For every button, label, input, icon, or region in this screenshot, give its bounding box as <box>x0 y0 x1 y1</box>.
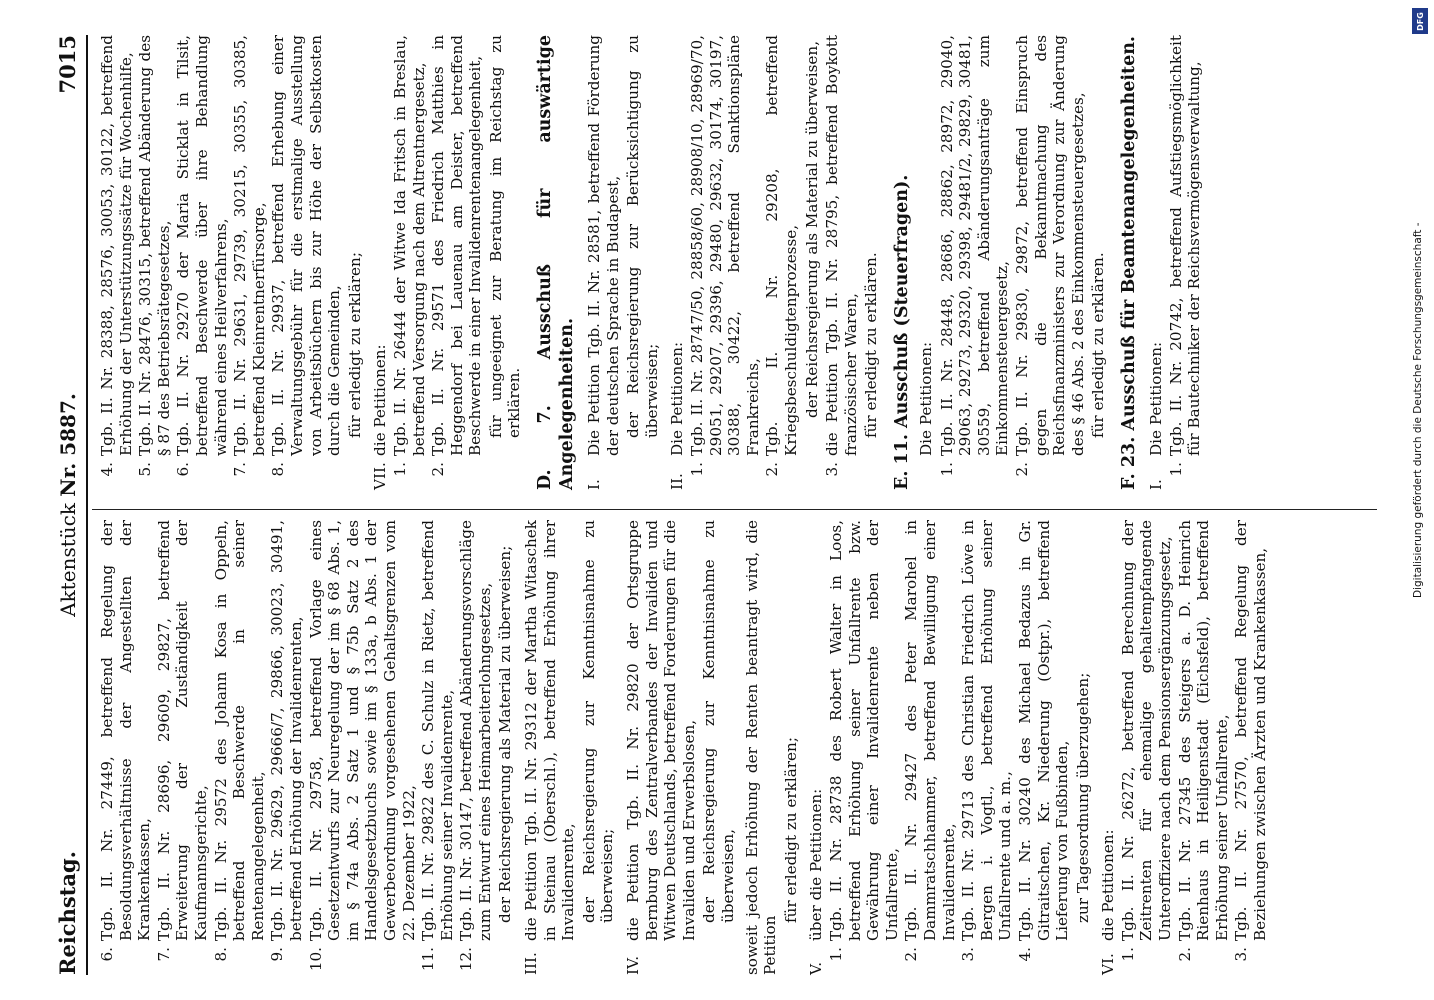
section-item <box>624 520 698 975</box>
item-number: III. <box>522 952 541 975</box>
item-text: Die Petition Tgb. II. Nr. 28581, betreffend Förderung der deutschen Sprache in Budapest, <box>585 35 622 456</box>
item-text: Tgb. II. Nr. 30240 des Michael Bedazus in Gr. Gitraitschen, Kr. Niederung (Ostpr.), betreffend Lieferung von Fußbinden, <box>1015 520 1072 941</box>
item-number: II. <box>668 473 687 490</box>
item-number: IV. <box>624 955 643 975</box>
item-number: 3. <box>959 947 978 962</box>
item-text: Tgb. II. Nr. 28747/50, 28858/60, 28908/10, 28969/70, 29051, 29207, 29396, 29480, 29632, 30174, 30197, 30388, 30422, betreffend Sanktionspläne Frankreichs, <box>688 35 762 456</box>
petition-item <box>231 35 268 490</box>
section-heading: F. 23. Ausschuß für Beamtenangelegenheiten. <box>1118 35 1139 490</box>
petition-item <box>763 35 800 490</box>
petition-item <box>155 520 211 975</box>
petition-item <box>268 520 305 975</box>
petition-item <box>688 35 762 490</box>
item-number: 6. <box>98 947 116 962</box>
header-center-number: Nr. 5887. <box>56 393 80 497</box>
item-number: 7. <box>154 947 173 962</box>
petition-item <box>269 35 343 490</box>
item-text: Tgb. II. Nr. 27449, betreffend Regelung der Besoldungsverhältnisse der Angestellten der Krankenkassen, <box>98 520 154 941</box>
petition-item <box>419 520 456 975</box>
item-number: 4. <box>1015 947 1034 962</box>
item-text: die Petition Tgb. II. Nr. 28795, betreffend Boykott französischer Waren, <box>823 35 860 456</box>
petition-item <box>457 520 494 975</box>
petition-item <box>98 35 135 490</box>
petition-item <box>174 35 230 490</box>
header-left: Reichstag. <box>55 851 80 975</box>
item-text: die Petitionen: <box>1099 829 1118 941</box>
item-number: 1. <box>688 462 707 477</box>
petition-item <box>307 520 419 975</box>
item-text: Tgb. II. Nr. 26444 der Witwe Ida Fritsch in Breslau, betreffend Versorgung nach dem Altrentnergesetz, <box>390 35 428 456</box>
item-number: 11. <box>419 947 438 972</box>
item-number: 8. <box>269 462 288 477</box>
item-text: Tgb. II. Nr. 28738 des Robert Walter in Loos, betreffend Erhöhung seiner Unfallrente bzw. Gewährung einer Invalidenrente neben der Unfallrente, <box>826 520 901 941</box>
item-number: 1. <box>826 947 845 962</box>
item-number: 10. <box>306 947 325 972</box>
petition-item <box>212 520 268 975</box>
item-text: Tgb. II. Nr. 29270 der Maria Sticklat in Tilsit, betreffend Beschwerde über ihre Behandlung während eines Heilverfahrens, <box>174 35 230 456</box>
resolution-text: der Reichsregierung zur Berücksichtigung zu überweisen; <box>624 35 661 438</box>
header-center <box>56 35 80 975</box>
item-number: VI. <box>1099 953 1118 975</box>
item-text: Tgb. II. Nr. 29822 des C. Schulz in Rietz, betreffend Erhöhung seiner Invalidenrente, <box>419 520 456 941</box>
item-text: Tgb. II. Nr. 29758, betreffend Vorlage eines Gesetzentwurfs zur Neuregelung der im § 68 Abs. 1, im § 74a Abs. 2 Satz 1 und § 75b Satz 2 des Handelsgesetzbuchs sowie im § 133a, b Abs. 1 der Gewerbeordnung vorgesehenen Gehaltsgrenzen vom 22. Dezember 1922, <box>306 520 418 941</box>
petition-item <box>902 520 958 975</box>
item-number: 4. <box>98 462 116 477</box>
section-heading: E. 11. Ausschuß (Steuerfragen). <box>891 174 912 490</box>
item-text: Tgb. II. Nr. 30147, betreffend Abänderungsvorschläge zum Entwurf eines Heimarbeiterlohngesetzes, <box>457 520 494 941</box>
petition-item <box>1013 35 1087 490</box>
item-number: I. <box>1146 479 1165 490</box>
item-text: Tgb. II. Nr. 20742, betreffend Aufstiegsmöglichkeit für Bautechniker der Reichsvermögensverwaltung, <box>1166 35 1204 456</box>
item-number: 9. <box>268 947 287 962</box>
petition-item <box>1016 520 1072 975</box>
resolution-text: für erledigt zu erklären. <box>1089 252 1108 438</box>
petition-item <box>827 520 901 975</box>
item-text: Tgb. II. Nr. 29937, betreffend Erhebung einer Verwaltungsgebühr für die erstmalige Ausstellung von Arbeitsbüchern bis zur Höhe der Selbstkosten durch die Gemeinden, <box>269 35 344 456</box>
resolution-text: soweit jedoch Erhöhung der Renten beantragt wird, die Petition <box>742 520 780 975</box>
item-text: Tgb. II. Nr. 26272, betreffend Berechnung der Zeitrenten für ehemalige gehaltempfangende Unteroffiziere nach dem Pensionsergänzungsgesetz, <box>1118 520 1175 941</box>
resolution-text: der Reichsregierung als Material zu überweisen; <box>496 545 515 923</box>
resolution-text: für erledigt zu erklären; <box>345 252 364 438</box>
item-text: Tgb. II. Nr. 29571 des Friedrich Matthies in Heggendorf bei Lauenau am Deister, betreffend Beschwerde in einer Invalidenrentenangelegenheit, <box>429 35 485 456</box>
resolution-text: der Reichsregierung zur Kenntnisnahme zu überweisen; <box>579 520 617 923</box>
item-text: Tgb. II. Nr. 29208, betreffend Kriegsbeschuldigtenprozesse, <box>763 35 800 456</box>
resolution-text: zur Tagesordnung überzugehen; <box>1073 672 1092 923</box>
section-item <box>371 35 390 490</box>
petition-item <box>823 35 860 490</box>
item-text: Tgb. II. Nr. 28696, 29609, 29827, betreffend Erweiterung der Zuständigkeit der Kaufmannsgerichte, <box>154 520 210 941</box>
item-number: 7. <box>231 462 250 477</box>
item-text: Tgb. II. Nr. 28448, 28686, 28862, 28972, 29040, 29063, 29273, 29320, 29398, 29481/2, 29829, 30481, 30559, betreffend Abänderungsanträge zum Einkommensteuergesetz, <box>937 35 1012 456</box>
column-divider <box>92 509 1377 510</box>
section-item <box>522 520 578 975</box>
resolution-text: für erledigt zu erklären; <box>781 737 800 923</box>
section-item <box>1099 520 1118 975</box>
section-item <box>585 35 622 490</box>
item-text: die Petition Tgb. II. Nr. 29820 der Ortsgruppe Bernburg des Zentralverbandes der Invaliden und Witwen Deutschlands, betreffend Forderungen für die Invaliden und Erwerbslosen, <box>624 520 698 941</box>
item-number: VII. <box>371 462 390 490</box>
right-column <box>98 35 1205 490</box>
digitization-credit: Digitalisierung gefördert durch die Deutsche Forschungsgemeinschaft - <box>1412 222 1424 598</box>
section-item <box>807 520 826 975</box>
petition-item <box>1232 520 1269 975</box>
item-number: 3. <box>823 462 842 477</box>
page-number: 7015 <box>55 35 80 94</box>
item-text: Die Petitionen: <box>668 341 687 456</box>
item-text: Tgb. II. Nr. 29629, 29666/7, 29866, 30023, 30491, betreffend Erhöhung der Invalidenrenten, <box>268 520 305 941</box>
resolution-text: Die Petitionen: <box>916 341 935 456</box>
section-item <box>1147 35 1166 490</box>
item-text: Die Petitionen: <box>1146 341 1165 456</box>
header-center-prefix: Aktenstück <box>56 503 80 617</box>
petition-item <box>959 520 1015 975</box>
item-text: Tgb. II. Nr. 27570, betreffend Regelung der Beziehungen zwischen Ärzten und Krankenkassen, <box>1232 520 1270 941</box>
item-text: Tgb. II. Nr. 27345 des Steigers a. D. Heinrich Rienhaus in Heiligenstadt (Eichsfeld), betreffend Erhöhung seiner Unfallrente, <box>1175 520 1231 941</box>
item-number: 8. <box>211 947 230 962</box>
item-text: über die Petitionen: <box>807 788 826 941</box>
item-text: Tgb. II. Nr. 29713 des Christian Friedrich Löwe in Bergen i. Vogtl., betreffend Erhöhung seiner Unfallrente und a. m., <box>959 520 1015 941</box>
item-number: 2. <box>902 947 921 962</box>
resolution-text: für erledigt zu erklären. <box>862 252 881 438</box>
item-number: 2. <box>429 462 448 477</box>
left-column <box>98 520 1271 975</box>
item-number: 1. <box>390 462 409 477</box>
item-number: 2. <box>1175 947 1194 962</box>
item-text: die Petitionen: <box>371 344 390 456</box>
item-number: 3. <box>1232 947 1251 962</box>
item-number: 2. <box>763 462 782 477</box>
resolution-text: für ungeeignet zur Beratung im Reichstag zu erklären. <box>486 35 524 438</box>
item-number: 2. <box>1012 462 1031 477</box>
resolution-text: der Reichsregierung zur Kenntnisnahme zu überweisen, <box>700 520 737 923</box>
item-number: 1. <box>1166 462 1185 477</box>
item-text: die Petition Tgb. II. Nr. 29312 der Martha Witaschek in Steinau (Oberschl.), betreffend Erhöhung ihrer Invalidenrente, <box>522 520 578 941</box>
item-text: Tgb. II. Nr. 28388, 28576, 30053, 30122, betreffend Erhöhung der Unterstützungssätze für Wochenhilfe, <box>98 35 135 456</box>
item-text: Tgb. II. Nr. 29830, 29872, betreffend Einspruch gegen die Bekanntmachung des Reichsfinanzministers zur Verordnung zur Änderung des § 46 Abs. 2 des Einkommensteuergesetzes, <box>1012 35 1087 456</box>
item-number: 1. <box>1118 947 1137 962</box>
item-number: I. <box>585 479 604 490</box>
petition-item <box>1119 520 1175 975</box>
item-text: Tgb. II. Nr. 29631, 29739, 30215, 30355, 30385, betreffend Kleinrentnerfürsorge, <box>231 35 268 456</box>
resolution-text: der Reichsregierung als Material zu überweisen, <box>802 40 821 418</box>
petition-item <box>938 35 1012 490</box>
petition-item <box>136 35 173 490</box>
item-number: 1. <box>937 462 956 477</box>
item-number: V. <box>807 961 826 975</box>
rotated-page-content <box>26 25 1396 985</box>
petition-item <box>391 35 428 490</box>
item-text: Tgb. II. Nr. 28476, 30315, betreffend Abänderung des § 87 des Betriebsrätegesetzes, <box>136 35 173 456</box>
side-credit-strip <box>1410 0 1432 1000</box>
page-header <box>46 35 88 975</box>
petition-item <box>1176 520 1232 975</box>
petition-item <box>429 35 485 490</box>
section-item <box>668 35 687 490</box>
item-text: Tgb. II. Nr. 29427 des Peter Marohel in Dammratschhammer, betreffend Bewilligung einer Invalidenrente, <box>902 520 958 941</box>
petition-item <box>98 520 154 975</box>
dfg-logo-text: DFG <box>1415 11 1425 31</box>
petition-item <box>1167 35 1204 490</box>
item-number: 6. <box>174 462 193 477</box>
section-heading: D. 7. Ausschuß für auswärtige Angelegenheiten. <box>535 35 578 490</box>
item-text: Tgb. II. Nr. 29572 des Johann Kosa in Oppeln, betreffend Beschwerde in seiner Rentenangelegenheit, <box>211 520 267 941</box>
item-number: 12. <box>457 947 476 972</box>
item-number: 5. <box>136 462 155 477</box>
